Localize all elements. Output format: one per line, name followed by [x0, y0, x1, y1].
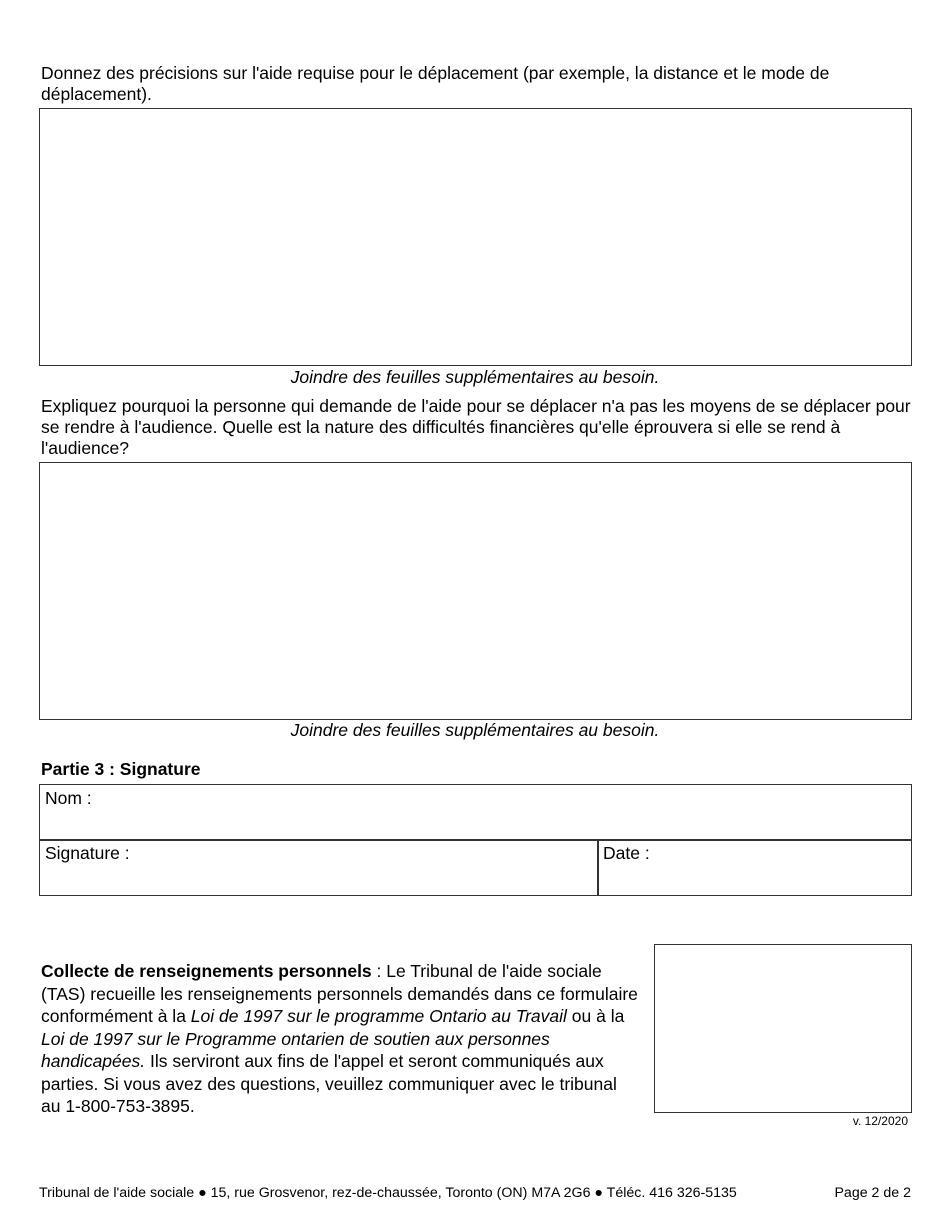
part3-heading: Partie 3 : Signature — [41, 759, 201, 779]
privacy-act-2: Loi de 1997 sur le Programme ontarien de soutien aux personnes handicapées. — [41, 1028, 550, 1071]
name-label: Nom : — [45, 788, 92, 808]
signature-field[interactable] — [39, 839, 599, 896]
signature-label: Signature : — [45, 843, 130, 863]
page-number: Page 2 de 2 — [834, 1185, 911, 1201]
privacy-title: Collecte de renseignements personnels — [41, 961, 372, 981]
date-label: Date : — [603, 843, 650, 863]
privacy-text-1: : Le Tribunal de l'aide sociale (TAS) recueille les renseignements personnels demandés dans ce formulaire conformément à la — [41, 961, 638, 1026]
privacy-text-3: Ils serviront aux fins de l'appel et seront communiqués aux parties. Si vous avez des questions, veuillez communiquer avec le tribunal au 1-800-753-3895. — [41, 1051, 617, 1116]
travel-details-textarea[interactable] — [39, 108, 912, 366]
signature-table — [39, 784, 912, 896]
name-field[interactable] — [39, 784, 912, 841]
office-use-box — [654, 944, 912, 1113]
financial-hardship-note: Joindre des feuilles supplémentaires au besoin. — [290, 720, 660, 740]
travel-details-question: Donnez des précisions sur l'aide requise pour le déplacement (par exemple, la distance et le mode de déplacement). — [41, 63, 830, 104]
privacy-act-1: Loi de 1997 sur le programme Ontario au Travail — [190, 1006, 567, 1026]
financial-hardship-textarea[interactable] — [39, 462, 912, 720]
version-label: v. 12/2020 — [852, 1114, 908, 1128]
travel-details-note: Joindre des feuilles supplémentaires au besoin. — [290, 367, 660, 387]
privacy-notice — [41, 960, 641, 1118]
date-field[interactable] — [597, 839, 912, 896]
footer-address: Tribunal de l'aide sociale ● 15, rue Grosvenor, rez-de-chaussée, Toronto (ON) M7A 2G6 ● Téléc. 416 326-5135 — [39, 1185, 737, 1201]
privacy-text-2: ou à la — [566, 1006, 625, 1026]
financial-hardship-question: Expliquez pourquoi la personne qui demande de l'aide pour se déplacer n'a pas les moyens de se déplacer pour se rendre à l'audience. Quelle est la nature des difficultés financières qu'elle éprouvera si elle se rend à l'audience? — [41, 396, 911, 458]
